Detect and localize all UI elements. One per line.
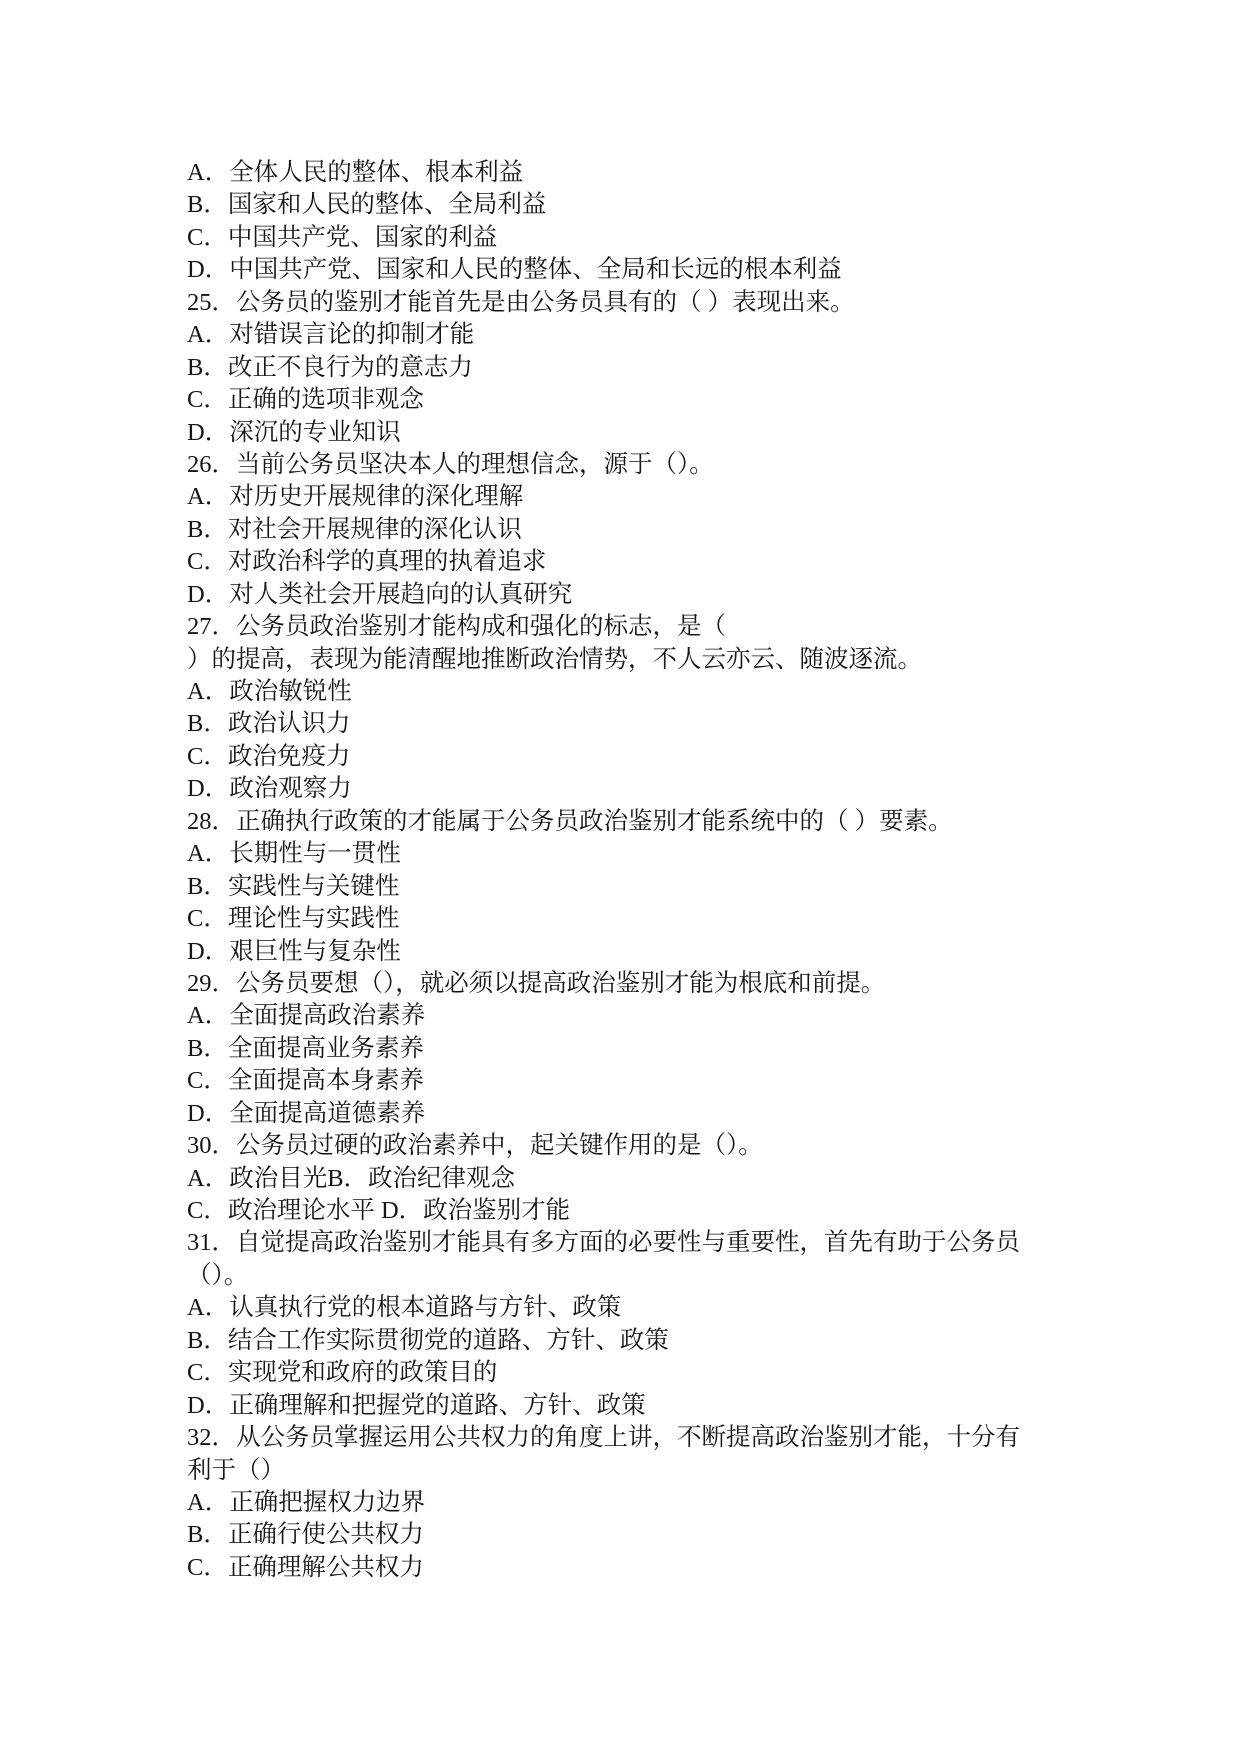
option-line: B．正确行使公共权力 bbox=[187, 1521, 424, 1549]
option-line: D．深沉的专业知识 bbox=[187, 418, 401, 446]
option-line: C．对政治科学的真理的执着追求 bbox=[187, 548, 547, 576]
option-line: D．政治观察力 bbox=[187, 775, 352, 803]
option-line: D．正确理解和把握党的道路、方针、政策 bbox=[187, 1391, 646, 1419]
option-line: A．对错误言论的抑制才能 bbox=[187, 321, 475, 349]
question-continuation-line: ）的提高，表现为能清醒地推断政治情势，不人云亦云、随波逐流。 bbox=[187, 645, 922, 673]
question-line-26: 26．当前公务员坚决本人的理想信念，源于（）。 bbox=[187, 450, 714, 478]
option-line: B．全面提高业务素养 bbox=[187, 1034, 424, 1062]
option-line: A．政治目光B．政治纪律观念 bbox=[187, 1164, 516, 1192]
question-line-28: 28．正确执行政策的才能属于公务员政治鉴别才能系统中的（ ）要素。 bbox=[187, 807, 953, 835]
option-line: B．改正不良行为的意志力 bbox=[187, 353, 473, 381]
question-line-27: 27．公务员政治鉴别才能构成和强化的标志，是（ bbox=[187, 613, 726, 641]
document-body bbox=[187, 157, 1231, 1584]
option-line: B．对社会开展规律的深化认识 bbox=[187, 515, 522, 543]
option-line: A．政治敏锐性 bbox=[187, 678, 352, 705]
question-line-32: 32．从公务员掌握运用公共权力的角度上讲，不断提高政治鉴别才能，十分有 bbox=[187, 1424, 1020, 1452]
option-line: C．全面提高本身素养 bbox=[187, 1067, 424, 1095]
option-line: B．结合工作实际贯彻党的道路、方针、政策 bbox=[187, 1326, 669, 1354]
option-line: A．全面提高政治素养 bbox=[187, 1002, 426, 1030]
option-line: C．政治免疫力 bbox=[187, 742, 351, 770]
option-line: C．理论性与实践性 bbox=[187, 905, 400, 933]
option-line: A．正确把握权力边界 bbox=[187, 1488, 426, 1516]
option-line: C．中国共产党、国家的利益 bbox=[187, 223, 498, 251]
question-continuation-line: （）。 bbox=[187, 1261, 249, 1289]
question-line-25: 25．公务员的鉴别才能首先是由公务员具有的（ ）表现出来。 bbox=[187, 288, 855, 316]
option-line: B．政治认识力 bbox=[187, 710, 351, 738]
option-line: D．中国共产党、国家和人民的整体、全局和长远的根本利益 bbox=[187, 256, 842, 284]
option-line: D．艰巨性与复杂性 bbox=[187, 937, 401, 965]
option-line: C．政治理论水平 D．政治鉴别才能 bbox=[187, 1197, 571, 1224]
option-line: B．实践性与关键性 bbox=[187, 872, 400, 900]
question-line-29: 29．公务员要想（），就必须以提高政治鉴别才能为根底和前提。 bbox=[187, 969, 886, 997]
question-line-30: 30．公务员过硬的政治素养中，起关键作用的是（）。 bbox=[187, 1132, 763, 1160]
option-line: D．全面提高道德素养 bbox=[187, 1099, 426, 1127]
option-line: A．全体人民的整体、根本利益 bbox=[187, 159, 524, 186]
option-line: A．认真执行党的根本道路与方针、政策 bbox=[187, 1294, 622, 1322]
question-continuation-line: 利于（） bbox=[187, 1456, 285, 1484]
option-line: A．对历史开展规律的深化理解 bbox=[187, 483, 524, 511]
option-line: C．实现党和政府的政策目的 bbox=[187, 1359, 498, 1387]
option-line: C．正确的选项非观念 bbox=[187, 386, 424, 414]
question-line-31: 31．自觉提高政治鉴别才能具有多方面的必要性与重要性，首先有助于公务员 bbox=[187, 1229, 1020, 1257]
option-line: A．长期性与一贯性 bbox=[187, 840, 401, 868]
option-line: B．国家和人民的整体、全局利益 bbox=[187, 191, 547, 219]
option-line: D．对人类社会开展趋向的认真研究 bbox=[187, 580, 573, 608]
option-line: C．正确理解公共权力 bbox=[187, 1553, 424, 1581]
